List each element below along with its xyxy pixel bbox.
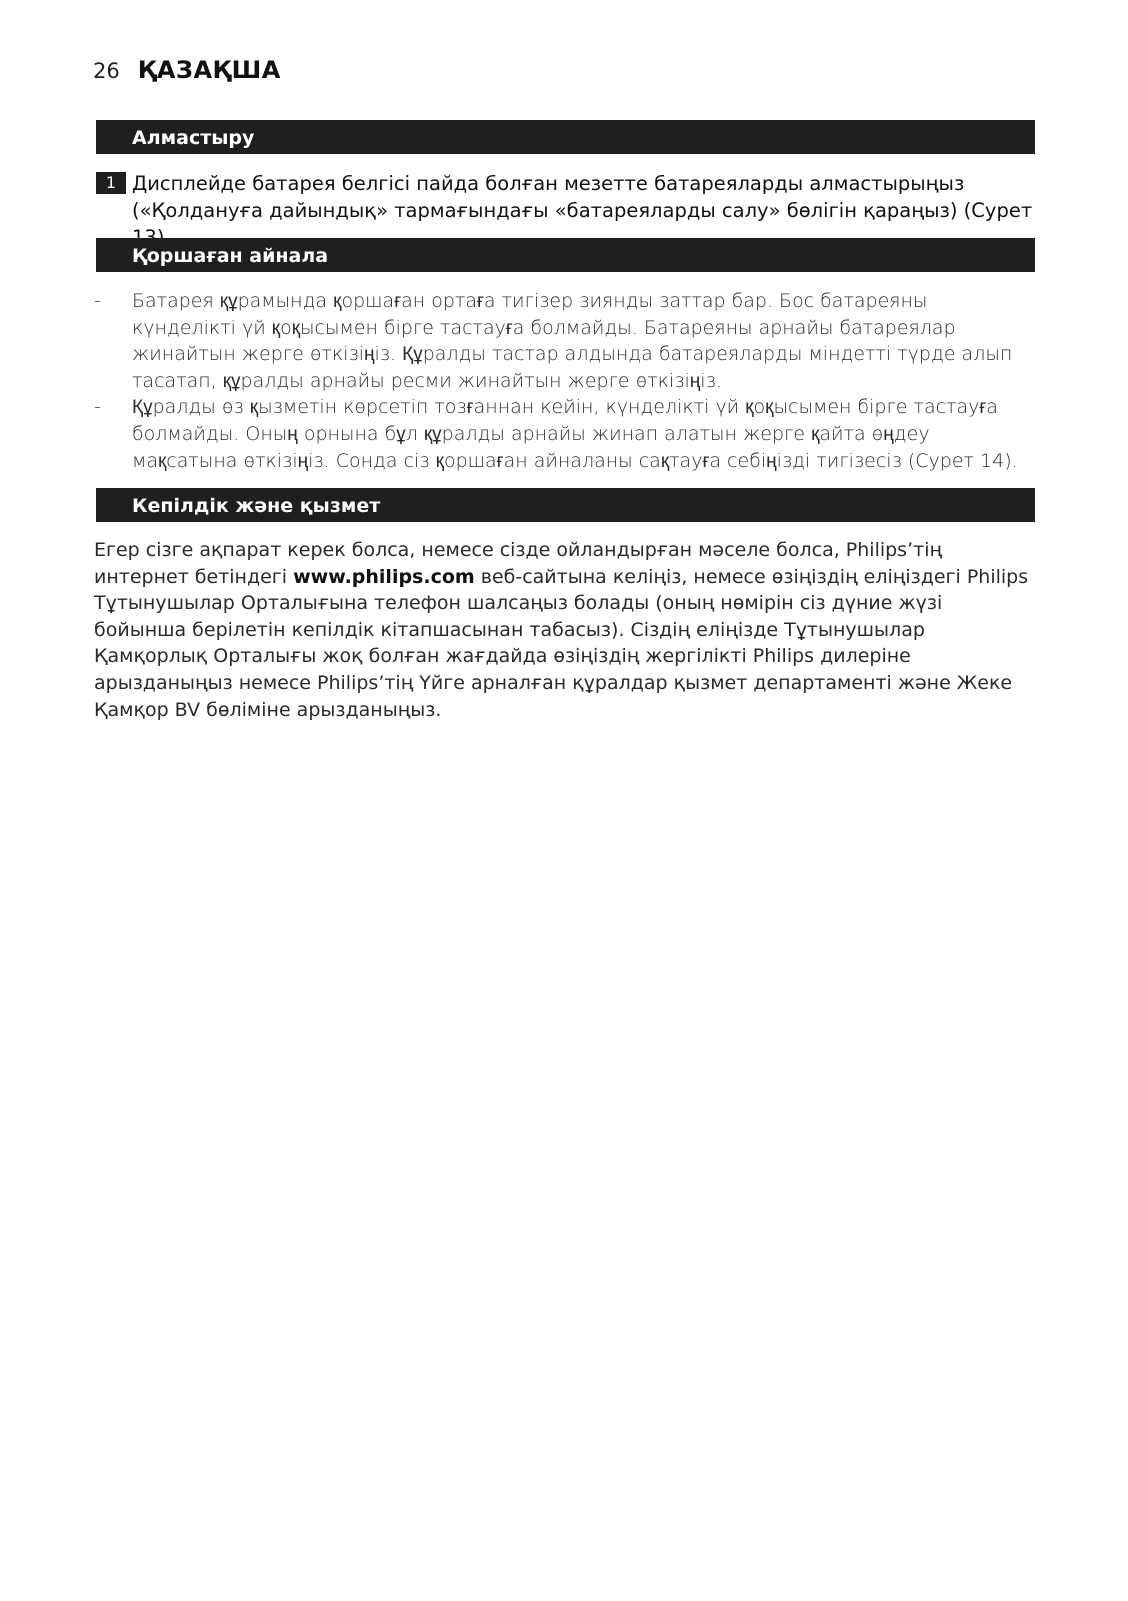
warranty-text-start: Егер сізге ақпарат керек болса, немесе сізде ойландырған мәселе болса, Philips’тің интернет бетіндегі [94, 539, 943, 588]
bullet-dash: - [94, 290, 101, 312]
philips-website-link[interactable]: www.philips.com [293, 565, 475, 588]
step-number-badge: 1 [96, 172, 126, 194]
warranty-text-end: веб-сайтына келіңіз, немесе өзіңіздің еліңіздегі Philips Тұтынушылар Орталығына телефон шалсаңыз болады (оның нөмірін сіз дүние жүзі бойынша берілетін кепілдік кітапшасынан табасыз). Сіздің еліңізде Тұтынушылар Қамқорлық Орталығы жоқ болған жағдайда өзіңіздің жергілікті Philips дилеріне арызданыңыз немесе Philips’тің Үйге арналған құралдар қызмет департаменті және Жеке Қамқор BV бөліміне арызданыңыз. [94, 565, 1029, 721]
list-item [92, 394, 1037, 474]
environment-bullet-list [92, 288, 1037, 474]
section-heading-warranty: Кепілдік және қызмет [96, 488, 1035, 522]
page-header [93, 56, 281, 84]
bullet-text: Батарея құрамында қоршаған ортаға тигізер зиянды заттар бар. Бос батареяны күнделікті үй қоқысымен бірге тастауға болмайды. Батареяны арнайы батареялар жинайтын жерге өткізіңіз. Құралды тастар алдында батареяларды міндетті түрде алып тасатап, құралды арнайы ресми жинайтын жерге өткізіңіз. [132, 290, 1013, 392]
warranty-paragraph [94, 537, 1039, 723]
list-item [92, 288, 1037, 394]
bullet-text: Құралды өз қызметін көрсетіп тозғаннан кейін, күнделікті үй қоқысымен бірге тастауға болмайды. Оның орнына бұл құралды арнайы жинап алатын жерге қайта өңдеу мақсатына өткізіңіз. Сонда сіз қоршаған айналаны сақтауға себіңізді тигізесіз (Сурет 14). [132, 396, 1018, 472]
step-text: Дисплейде батарея белгісі пайда болған мезетте батареяларды алмастырыңыз («Қолдануға дайындық» тармағындағы «батареяларды салу» бөлігін қараңыз) (Сурет [132, 172, 1033, 222]
section-heading-replacement: Алмастыру [96, 120, 1035, 154]
page-number: 26 [93, 59, 120, 83]
page-language-title: ҚАЗАҚША [137, 56, 281, 84]
bullet-dash: - [94, 396, 101, 419]
section-heading-environment: Қоршаған айнала [96, 238, 1035, 272]
